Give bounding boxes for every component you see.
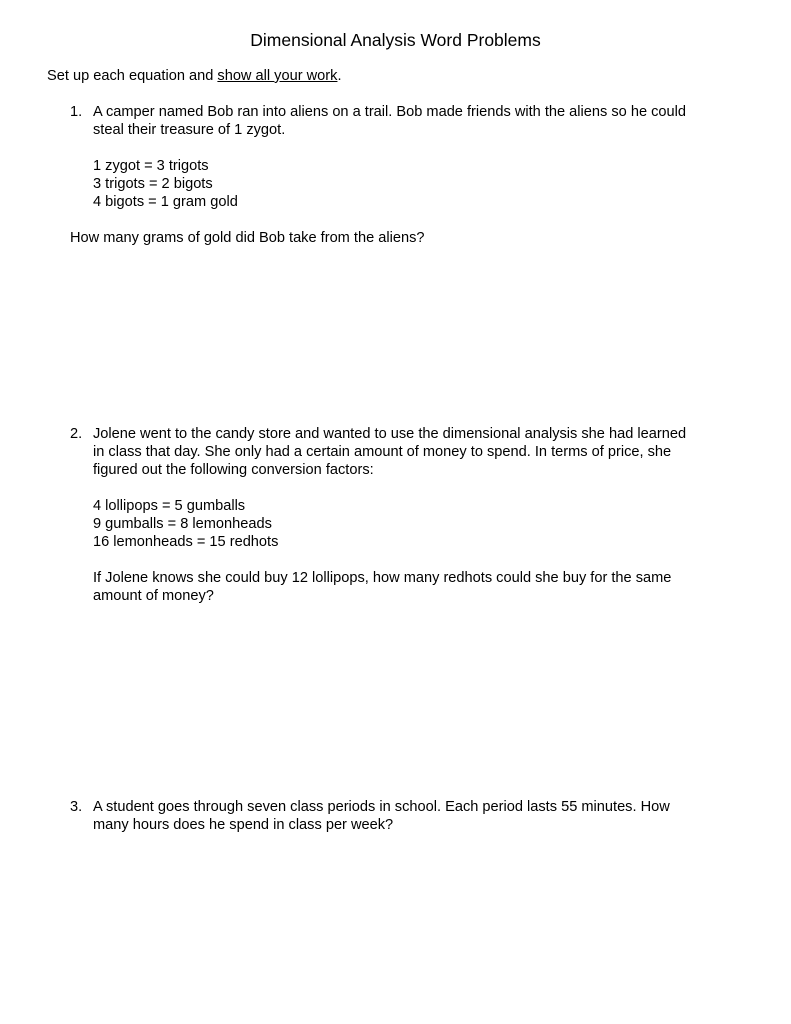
question-prompt-line: If Jolene knows she could buy 12 lollipops, how many redhots could she buy for the same (93, 570, 672, 586)
question-text-line: A camper named Bob ran into aliens on a trail. Bob made friends with the aliens so he could (93, 104, 687, 120)
question-text-line: figured out the following conversion factors: (93, 462, 374, 478)
question-text-line: steal their treasure of 1 zygot. (93, 122, 286, 138)
instructions-suffix: . (337, 68, 342, 84)
conversion-factor: 16 lemonheads = 15 redhots (93, 534, 279, 550)
instructions (47, 67, 342, 85)
question-3 (70, 798, 750, 834)
question-text-line: A student goes through seven class periods in school. Each period lasts 55 minutes. How (93, 799, 670, 815)
instructions-text: Set up each equation and (47, 68, 218, 84)
conversion-factor: 1 zygot = 3 trigots (93, 158, 209, 174)
question-body (93, 103, 750, 211)
question-number: 2. (70, 426, 83, 442)
conversion-factor: 4 lollipops = 5 gumballs (93, 498, 246, 514)
question-text-line: many hours does he spend in class per week? (93, 817, 394, 833)
question-1-prompt: How many grams of gold did Bob take from the aliens? (70, 230, 425, 246)
question-number: 3. (70, 799, 83, 815)
question-prompt-line: amount of money? (93, 588, 214, 604)
conversion-factor: 3 trigots = 2 bigots (93, 176, 213, 192)
question-number: 1. (70, 104, 83, 120)
question-1 (70, 103, 750, 211)
conversion-factor: 4 bigots = 1 gram gold (93, 194, 238, 210)
question-text-line: Jolene went to the candy store and wanted to use the dimensional analysis she had learned (93, 426, 687, 442)
page-title: Dimensional Analysis Word Problems (250, 30, 541, 50)
question-body (93, 425, 750, 605)
conversion-factor: 9 gumballs = 8 lemonheads (93, 516, 272, 532)
question-2 (70, 425, 750, 605)
instructions-underlined: show all your work (217, 68, 338, 84)
question-body (93, 798, 750, 834)
question-text-line: in class that day. She only had a certain amount of money to spend. In terms of price, she (93, 444, 672, 460)
